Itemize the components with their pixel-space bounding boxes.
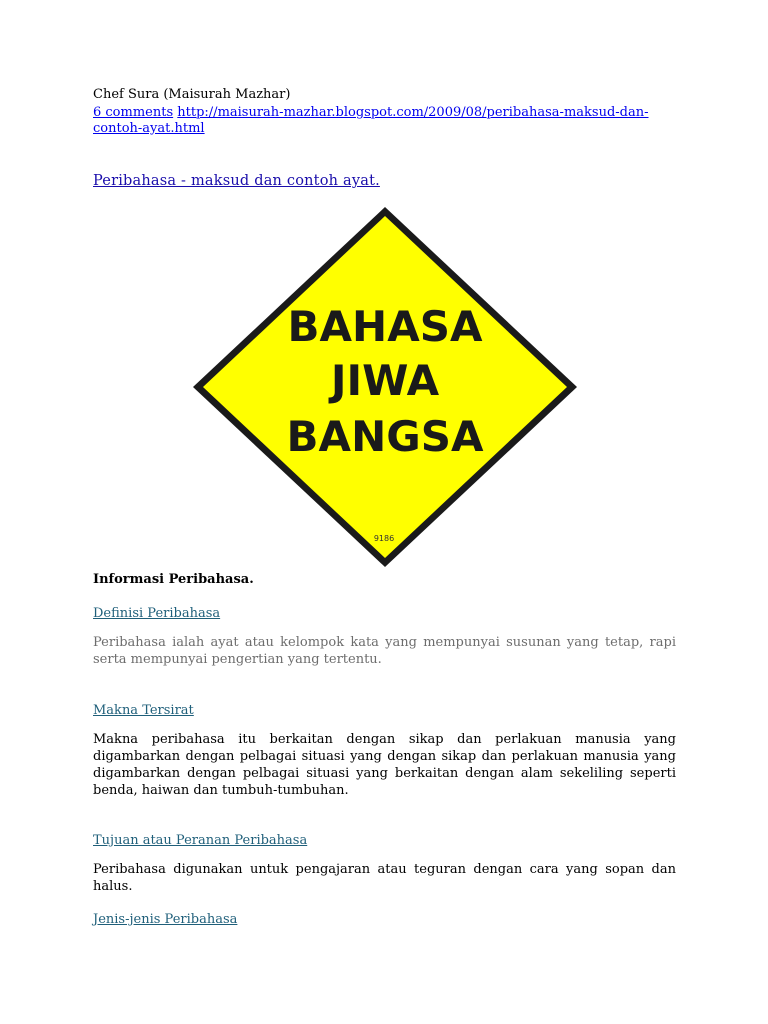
heading-definisi[interactable]: Definisi Peribahasa (93, 606, 221, 621)
heading-tujuan[interactable]: Tujuan atau Peranan Peribahasa (93, 833, 308, 848)
heading-jenis[interactable]: Jenis-jenis Peribahasa (93, 912, 238, 927)
sign-line-2: JIWA (330, 356, 440, 405)
sign-line-3: BANGSA (286, 412, 484, 461)
definisi-paragraph: Peribahasa ialah ayat atau kelompok kata yang mempunyai susunan yang tetap, rapi serta mempunyai pengertian yang tertentu. (93, 635, 676, 667)
info-heading: Informasi Peribahasa. (93, 572, 254, 587)
sign-code: 9186 (373, 534, 395, 543)
author-name: Chef Sura (Maisurah Mazhar) (93, 87, 291, 102)
bahasa-jiwa-bangsa-sign-image (190, 205, 580, 569)
post-links (93, 105, 673, 137)
tujuan-paragraph: Peribahasa digunakan untuk pengajaran atau teguran dengan cara yang sopan dan halus. (93, 862, 676, 894)
makna-paragraph: Makna peribahasa itu berkaitan dengan sikap dan perlakuan manusia yang digambarkan dengan pelbagai situasi yang dengan sikap dan perlakuan manusia yang digambarkan dengan pelbagai situasi yang berkaitan dengan alam sekeliling seperti benda, haiwan dan tumbuh-tumbuhan. (93, 732, 676, 798)
sign-line-1: BAHASA (287, 302, 483, 351)
post-url-link[interactable]: http://maisurah-mazhar.blogspot.com/2009/08/peribahasa-maksud-dan-contoh-ayat.html (93, 105, 649, 136)
heading-makna-tersirat[interactable]: Makna Tersirat (93, 703, 194, 718)
comments-link[interactable]: 6 comments (93, 105, 174, 120)
post-title[interactable]: Peribahasa - maksud dan contoh ayat. (93, 173, 380, 189)
